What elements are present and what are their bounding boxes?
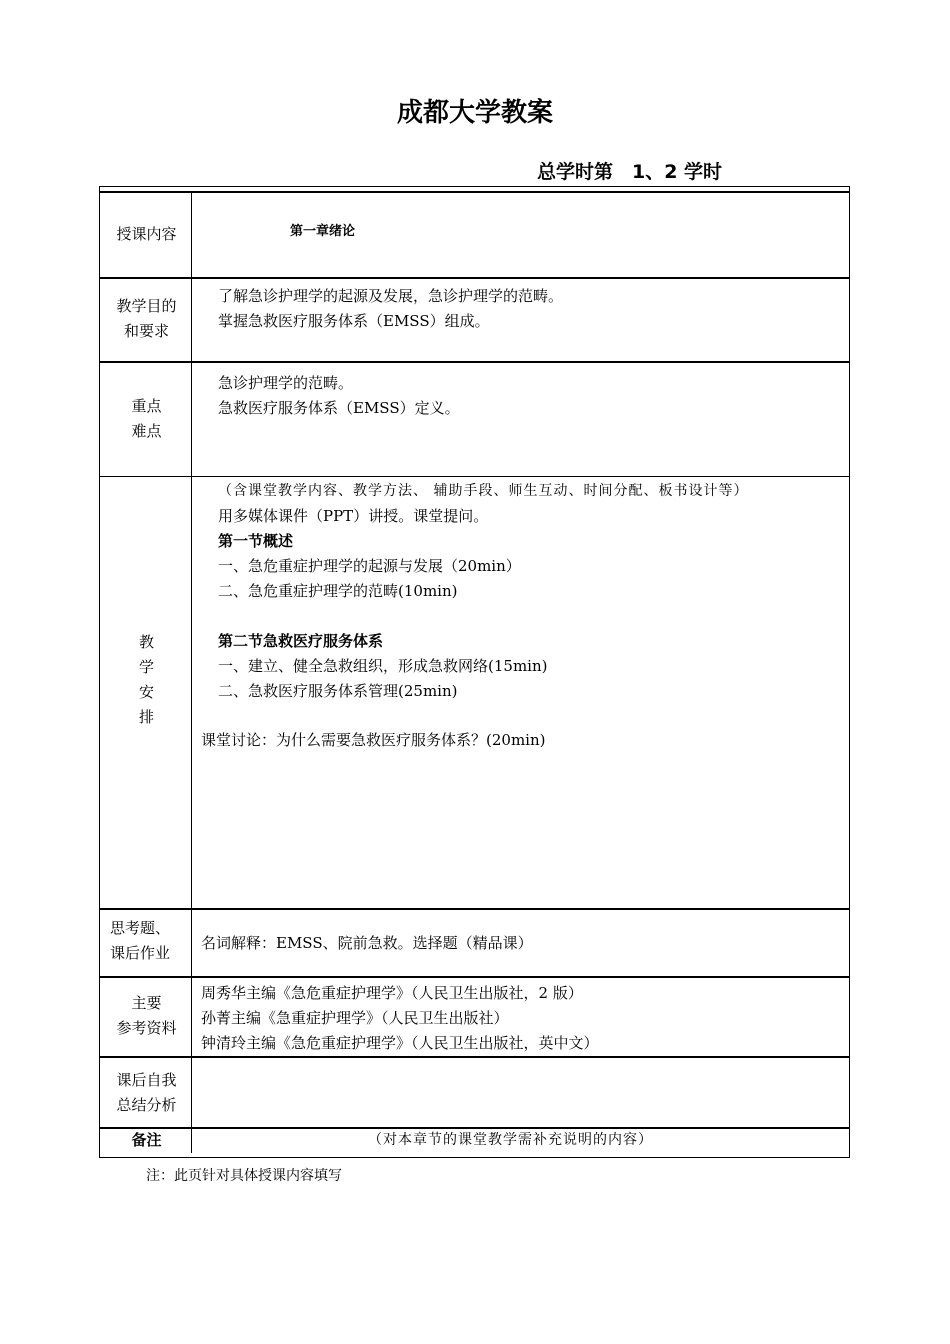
key-point-line: 急诊护理学的范畴。 — [218, 374, 354, 392]
page-title: 成都大学教案 — [396, 98, 553, 128]
reference-item: 钟清玲主编《急危重症护理学》（人民卫生出版社，英中文） — [201, 1034, 599, 1052]
section-heading: 第二节急救医疗服务体系 — [218, 632, 384, 650]
label-objectives: 教学目的 和要求 — [116, 297, 177, 340]
section-heading: 第一节概述 — [218, 532, 294, 550]
row-divider — [99, 1056, 850, 1058]
arrangement-line: 二、急救医疗服务体系管理(25min) — [218, 682, 458, 700]
objective-line: 掌握急救医疗服务体系（EMSS）组成。 — [218, 312, 490, 330]
footnote: 注：此页针对具体授课内容填写 — [146, 1168, 342, 1184]
label-self-summary: 课后自我 总结分析 — [116, 1071, 177, 1114]
references-list — [201, 981, 599, 1056]
arrangement-line: 一、建立、健全急救组织，形成急救网络(15min) — [218, 657, 548, 675]
chapter-title: 第一章绪论 — [290, 224, 356, 239]
reference-item: 孙菁主编《急重症护理学》（人民卫生出版社） — [201, 1009, 509, 1027]
row-divider — [99, 476, 850, 477]
row-divider — [99, 361, 850, 363]
label-key-points: 重点 难点 — [131, 397, 162, 440]
homework-text: 名词解释：EMSS、院前急救。选择题（精品课） — [201, 934, 533, 952]
arrangement-line: 一、急危重症护理学的起源与发展（20min） — [218, 557, 521, 575]
label-arrangement: 教 学 安 排 — [138, 633, 154, 726]
label-teaching-content: 授课内容 — [116, 225, 177, 243]
arrangement-text — [218, 479, 748, 704]
total-hours-header: 总学时第 1、2 学时 — [537, 161, 723, 183]
row-divider — [99, 976, 850, 978]
label-remarks: 备注 — [131, 1131, 162, 1149]
row-divider — [99, 908, 850, 910]
arrangement-hint: （含课堂教学内容、教学方法、 辅助手段、师生互动、时间分配、板书设计等） — [218, 483, 749, 499]
objective-line: 了解急诊护理学的起源及发展，急诊护理学的范畴。 — [218, 287, 564, 305]
row-divider — [99, 277, 850, 279]
column-divider — [191, 191, 192, 1153]
label-homework: 思考题、 课后作业 — [110, 919, 171, 962]
key-point-line: 急救医疗服务体系（EMSS）定义。 — [218, 399, 460, 417]
arrangement-line: 用多媒体课件（PPT）讲授。课堂提问。 — [218, 507, 489, 525]
arrangement-line: 二、急危重症护理学的范畴(10min) — [218, 582, 458, 600]
class-discussion: 课堂讨论：为什么需要急救医疗服务体系？(20min) — [201, 731, 546, 749]
key-points-text — [218, 371, 460, 421]
objectives-text — [218, 284, 563, 334]
remarks-text: （对本章节的课堂教学需补充说明的内容） — [368, 1132, 653, 1148]
table-top-rule — [99, 191, 850, 193]
reference-item: 周秀华主编《急危重症护理学》（人民卫生出版社，2 版） — [201, 984, 583, 1002]
label-references: 主要 参考资料 — [116, 994, 177, 1037]
